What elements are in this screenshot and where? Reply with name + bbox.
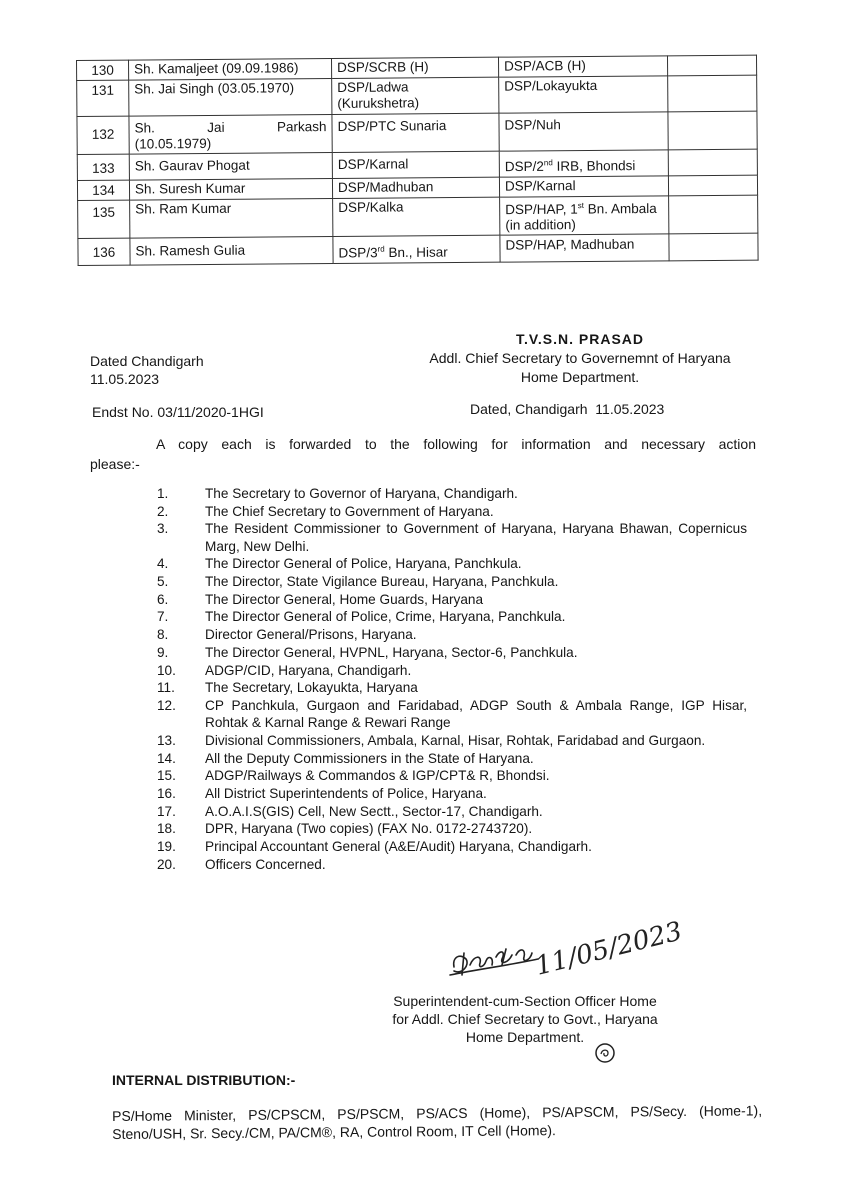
serial-number: 132 <box>77 116 129 154</box>
item-number: 19. <box>157 839 176 855</box>
item-text: The Director, State Vigilance Bureau, Haryana, Panchkula. <box>205 574 559 590</box>
empty-cell <box>668 149 757 175</box>
to-posting-post: Bn. Ambala (in addition) <box>505 200 657 233</box>
transfer-table <box>76 55 759 266</box>
list-item <box>157 573 747 590</box>
item-text: ADGP/Railways & Commandos & IGP/CPT& R, Bhondsi. <box>205 768 550 784</box>
item-number: 13. <box>157 732 176 748</box>
list-item <box>157 767 747 784</box>
table-row <box>77 111 757 154</box>
item-number: 2. <box>157 503 169 519</box>
list-item <box>157 750 747 767</box>
to-posting: DSP/HAP, Madhuban <box>500 234 669 262</box>
list-item <box>157 644 747 661</box>
list-item <box>157 503 747 520</box>
serial-number: 135 <box>78 200 130 239</box>
from-posting <box>333 235 500 263</box>
serial-number: 130 <box>77 60 129 80</box>
list-item <box>157 520 747 554</box>
list-item <box>157 485 747 502</box>
officer-dob: (10.05.1979) <box>134 135 212 152</box>
item-number: 16. <box>157 785 176 801</box>
empty-cell <box>668 111 757 150</box>
list-item <box>157 591 747 608</box>
list-item <box>157 838 747 855</box>
from-posting: DSP/SCRB (H) <box>331 57 498 78</box>
list-item <box>157 608 747 625</box>
list-item <box>157 803 747 820</box>
table-row <box>77 75 757 116</box>
to-posting-pre: DSP/HAP, 1 <box>505 201 578 217</box>
item-number: 4. <box>157 556 169 572</box>
item-number: 18. <box>157 821 176 837</box>
office-block <box>360 992 690 1046</box>
officer-name-line1: Sh. Jai Parkash <box>134 119 327 136</box>
item-number: 9. <box>157 644 169 660</box>
item-number: 14. <box>157 750 176 766</box>
endorsement-number: Endst No. 03/11/2020-1HGI <box>92 404 264 420</box>
empty-cell <box>668 75 757 112</box>
item-text: The Chief Secretary to Government of Haryana. <box>205 503 494 519</box>
list-item <box>157 662 747 679</box>
item-number: 17. <box>157 803 176 819</box>
list-item <box>157 626 747 643</box>
to-posting-pre: DSP/2 <box>504 158 544 175</box>
from-posting: DSP/Kalka <box>333 197 500 237</box>
internal-distribution-list: PS/Home Minister, PS/CPSCM, PS/PSCM, PS/ACS (Home), PS/APSCM, PS/Secy. (Home-1), Steno/USH, Sr. Secy./CM, PA/CM®, RA, Control Room, IT Cell (Home). <box>112 1102 763 1142</box>
serial-number: 131 <box>77 80 129 116</box>
to-posting <box>500 195 669 235</box>
serial-number: 134 <box>77 180 129 200</box>
item-number: 20. <box>157 856 176 872</box>
ordinal-suffix: nd <box>543 158 553 168</box>
item-text: CP Panchkula, Gurgaon and Faridabad, ADGP South & Ambala Range, IGP Hisar, Rohtak & Karnal Range & Rewari Range <box>205 697 747 731</box>
from-posting: DSP/Ladwa (Kurukshetra) <box>332 77 499 114</box>
item-number: 5. <box>157 574 169 590</box>
empty-cell <box>667 55 756 76</box>
office-department: Home Department. <box>465 1029 585 1045</box>
serial-number: 133 <box>77 154 129 180</box>
item-text: The Director General of Police, Crime, Haryana, Panchkula. <box>205 609 566 625</box>
internal-distribution-heading: INTERNAL DISTRIBUTION:- <box>112 1072 296 1088</box>
item-text: All District Superintendents of Police, Haryana. <box>205 785 487 801</box>
forwarding-note <box>90 434 756 474</box>
item-text: Divisional Commissioners, Ambala, Karnal, Hisar, Rohtak, Faridabad and Gurgaon. <box>205 732 706 748</box>
endorsement-date: Dated, Chandigarh 11.05.2023 <box>470 401 665 417</box>
empty-cell <box>668 175 757 196</box>
officer-name: Sh. Ram Kumar <box>130 198 333 238</box>
list-item <box>157 820 747 837</box>
to-posting: DSP/Nuh <box>499 112 668 151</box>
item-text: All the Deputy Commissioners in the State of Haryana. <box>205 750 534 766</box>
officer-name: Sh. Suresh Kumar <box>129 178 332 200</box>
item-text: The Secretary, Lokayukta, Haryana <box>205 680 418 696</box>
handwritten-signature <box>440 905 700 995</box>
signatory-name: T.V.S.N. PRASAD <box>515 331 645 347</box>
serial-number: 136 <box>78 238 130 265</box>
item-text: The Director General, HVPNL, Haryana, Sector-6, Panchkula. <box>205 644 578 660</box>
to-posting: DSP/Lokayukta <box>499 76 668 113</box>
dated-place: Dated Chandigarh <box>90 353 204 369</box>
list-item <box>157 732 747 749</box>
item-text: The Resident Commissioner to Government of Haryana, Haryana Bhawan, Copernicus Marg, New Delhi. <box>205 521 747 554</box>
office-designation: Superintendent-cum-Section Officer Home <box>393 993 657 1009</box>
table-row <box>78 195 758 239</box>
dated-block <box>90 352 204 388</box>
dated-date: 11.05.2023 <box>90 371 160 387</box>
from-posting-post: Bn., Hisar <box>384 244 448 261</box>
ordinal-suffix: st <box>577 200 584 210</box>
list-item <box>157 679 747 696</box>
item-text: The Director General, Home Guards, Haryana <box>205 591 484 607</box>
item-number: 10. <box>157 662 176 678</box>
recipient-list <box>157 485 747 873</box>
item-text: Officers Concerned. <box>205 856 326 872</box>
ordinal-suffix: rd <box>377 244 385 254</box>
item-number: 12. <box>157 697 176 713</box>
signature-date: 11/05/2023 <box>532 916 686 982</box>
item-text: DPR, Haryana (Two copies) (FAX No. 0172-2743720). <box>205 821 533 837</box>
item-number: 1. <box>157 486 169 501</box>
to-posting <box>499 150 668 177</box>
list-item <box>157 785 747 802</box>
forwarding-note-line1: A copy each is forwarded to the following for information and necessary action <box>156 436 756 452</box>
initial-mark <box>592 1040 618 1066</box>
item-text: Director General/Prisons, Haryana. <box>205 627 417 643</box>
officer-name: Sh. Ramesh Gulia <box>130 236 333 264</box>
item-number: 3. <box>157 521 169 537</box>
to-posting-post: IRB, Bhondsi <box>552 158 636 174</box>
item-text: A.O.A.I.S(GIS) Cell, New Sectt., Sector-17, Chandigarh. <box>205 803 543 819</box>
item-number: 7. <box>157 609 169 625</box>
item-text: Principal Accountant General (A&E/Audit) Haryana, Chandigarh. <box>205 839 592 855</box>
list-item <box>157 697 747 731</box>
list-item <box>157 555 747 572</box>
empty-cell <box>669 233 758 260</box>
list-item <box>157 856 747 873</box>
forwarding-note-line2: please:- <box>90 456 140 472</box>
from-posting: DSP/Madhuban <box>332 177 499 198</box>
officer-name: Sh. Jai Singh (03.05.1970) <box>129 78 332 116</box>
item-text: ADGP/CID, Haryana, Chandigarh. <box>205 662 412 678</box>
item-number: 6. <box>157 591 169 607</box>
from-posting-pre: DSP/3 <box>338 245 378 261</box>
to-posting: DSP/ACB (H) <box>498 56 667 77</box>
empty-cell <box>669 195 758 234</box>
item-text: The Director General of Police, Haryana, Panchkula. <box>205 556 522 572</box>
signatory-block <box>405 330 755 387</box>
signatory-department: Home Department. <box>520 369 640 385</box>
item-number: 15. <box>157 768 176 784</box>
table-row <box>78 233 758 265</box>
from-posting: DSP/PTC Sunaria <box>332 113 499 152</box>
from-posting: DSP/Karnal <box>332 151 499 178</box>
item-number: 8. <box>157 627 169 643</box>
to-posting: DSP/Karnal <box>499 175 668 196</box>
office-for: for Addl. Chief Secretary to Govt., Haryana <box>392 1011 658 1027</box>
officer-name: Sh. Gaurav Phogat <box>129 152 332 179</box>
officer-name <box>129 114 332 154</box>
item-number: 11. <box>157 680 175 696</box>
item-text: The Secretary to Governor of Haryana, Chandigarh. <box>205 486 518 501</box>
signatory-designation: Addl. Chief Secretary to Governemnt of Haryana <box>429 350 731 366</box>
officer-name: Sh. Kamaljeet (09.09.1986) <box>129 58 332 80</box>
